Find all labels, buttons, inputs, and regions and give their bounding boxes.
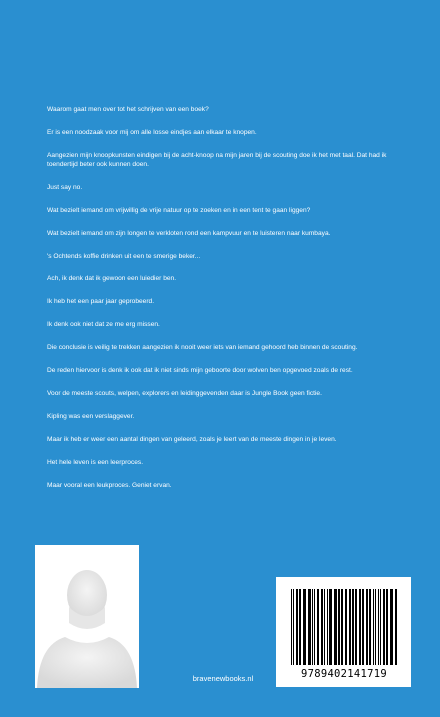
barcode-bar: [378, 589, 379, 665]
barcode-bar: [345, 589, 347, 665]
paragraph: Just say no.: [47, 183, 83, 191]
paragraph: Waarom gaat men over tot het schrijven van een boek?: [47, 106, 209, 113]
barcode-bar: [395, 589, 397, 665]
barcode-bar: [366, 589, 368, 665]
barcode-bar: [349, 589, 351, 665]
back-cover-text: [47, 106, 413, 505]
paragraph: Er is een noodzaak voor mij om alle losse eindjes aan elkaar te knopen.: [47, 128, 257, 136]
barcode-bar: [303, 589, 306, 665]
paragraph: Voor de meeste scouts, welpen, explorers en leidinggevenden daar is Jungle Book geen fictie.: [47, 390, 322, 398]
paragraph: Ach, ik denk dat ik gewoon een luiedier ben.: [47, 275, 177, 283]
barcode-bar: [380, 589, 381, 665]
barcode-bar: [338, 589, 340, 665]
publisher-url: bravenewbooks.nl: [192, 674, 254, 683]
paragraph: Ik heb het een paar jaar geprobeerd.: [47, 298, 155, 306]
barcode-bar: [373, 589, 374, 665]
paragraph: Die conclusie is veilig te trekken aangezien ik nooit weer iets van iemand gehoord heb binnen de scouting.: [47, 344, 358, 352]
barcode-bar: [390, 589, 393, 665]
paragraph: Maar vooral een leukproces. Geniet ervan.: [47, 482, 172, 490]
barcode-bar: [314, 589, 315, 665]
barcode-bar: [329, 589, 332, 665]
barcode-bar: [291, 589, 292, 665]
barcode-bar: [293, 589, 294, 665]
barcode-bar: [355, 589, 357, 665]
barcode-bar: [362, 589, 364, 665]
paragraph: Het hele leven is een leerproces.: [47, 459, 144, 467]
barcode-bar: [299, 589, 301, 665]
paragraph: 's Ochtends koffie drinken uit een te smerige beker...: [47, 252, 201, 260]
barcode-bar: [352, 589, 354, 665]
barcode-bar: [324, 589, 325, 665]
barcode-bars: [291, 589, 397, 665]
barcode-bar: [386, 589, 388, 665]
barcode-bar: [359, 589, 361, 665]
paragraph: De reden hiervoor is denk ik ook dat ik niet sinds mijn geboorte door wolven ben opgevoed zoals de rest.: [47, 367, 353, 375]
paragraph: Ik denk ook niet dat ze me erg missen.: [47, 321, 160, 329]
barcode-bar: [317, 589, 319, 665]
paragraph: Wat bezielt iemand om vrijwillig de vrije natuur op te zoeken en in een tent te gaan liggen?: [47, 206, 311, 214]
person-silhouette-icon: [35, 545, 139, 688]
barcode-bar: [334, 589, 337, 665]
barcode-bar: [383, 589, 385, 665]
paragraph: Aangezien mijn knoopkunsten eindigen bij de acht-knoop na mijn jaren bij de scouting doe ik het met taal. Dat had ik toendertijd beter ook kunnen doen.: [47, 151, 387, 168]
barcode-bar: [321, 589, 323, 665]
barcode-bar: [369, 589, 371, 665]
barcode: [276, 577, 411, 687]
barcode-bar: [308, 589, 311, 665]
paragraph: Wat bezielt iemand om zijn longen te verkloten rond een kampvuur en te luisteren naar kumbaya.: [47, 229, 331, 237]
paragraph: Maar ik heb er weer een aantal dingen van geleerd, zoals je leert van de meeste dingen in je leven.: [47, 436, 337, 444]
paragraph: Kipling was een verslaggever.: [47, 413, 135, 421]
barcode-bar: [375, 589, 376, 665]
barcode-bar: [296, 589, 298, 665]
author-photo: [35, 545, 139, 688]
barcode-bar: [312, 589, 313, 665]
isbn-number: 9789402141719: [300, 668, 388, 680]
barcode-bar: [327, 589, 328, 665]
barcode-bar: [341, 589, 343, 665]
